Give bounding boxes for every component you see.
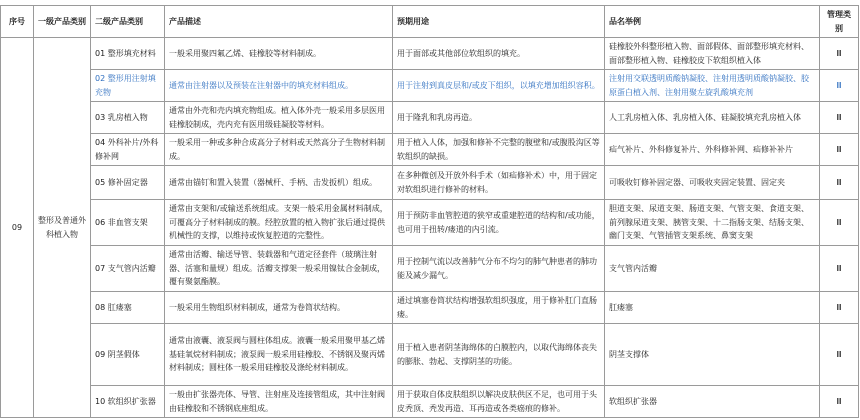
header-use: 预期用途 — [393, 6, 605, 38]
group-seq: 09 — [1, 38, 34, 418]
row-examples: 注射用交联透明质酸钠凝胶、注射用透明质酸钠凝胶、胶原蛋白植入剂、注射用聚左旋乳酸填充剂 — [605, 70, 820, 102]
row-level2: 02 整形用注射填充物 — [91, 70, 165, 102]
row-examples: 软组织扩张器 — [605, 386, 820, 418]
row-level2: 05 修补固定器 — [91, 166, 165, 200]
row-class: Ⅲ — [820, 324, 859, 386]
row-level2: 04 外科补片/外科修补网 — [91, 134, 165, 166]
row-use: 在多种微创及开放外科手术（如疝修补术）中，用于固定对软组织进行修补的材料。 — [393, 166, 605, 200]
row-desc: 通常由外壳和壳内填充物组成。植入体外壳一般采用多层医用硅橡胶制成，壳内充有医用级硅凝胶等材料。 — [165, 102, 393, 134]
table-row — [1, 200, 859, 246]
row-desc: 一般采用生物组织材料制成，通常为卷筒状结构。 — [165, 292, 393, 324]
row-examples: 阴茎支撑体 — [605, 324, 820, 386]
row-level2: 03 乳房植入物 — [91, 102, 165, 134]
table-row — [1, 38, 859, 70]
row-class: Ⅲ — [820, 292, 859, 324]
device-classification-table — [0, 5, 859, 418]
row-level2: 09 阴茎假体 — [91, 324, 165, 386]
table-row — [1, 246, 859, 292]
row-desc: 一般由扩张器壳体、导管、注射座及连接管组成，其中注射阀由硅橡胶和不锈钢底座组成。 — [165, 386, 393, 418]
header-seq: 序号 — [1, 6, 34, 38]
table-row — [1, 292, 859, 324]
row-class: Ⅲ — [820, 246, 859, 292]
row-use: 用于预防非血管腔道的狭窄或重建腔道的结构和/或功能，也可用于扭转/瘘道的内引流。 — [393, 200, 605, 246]
row-examples: 疝气补片、外科修复补片、外科修补网、疝修补补片 — [605, 134, 820, 166]
row-examples: 可吸收钉修补固定器、可吸收夹固定装置、固定夹 — [605, 166, 820, 200]
row-examples: 支气管内活瓣 — [605, 246, 820, 292]
row-use: 用于获取自体皮肤组织以解决皮肤供区不足，也可用于头皮秃顶、秃发再造、耳再造或各类癌痕的修补。 — [393, 386, 605, 418]
table-row — [1, 166, 859, 200]
row-examples: 人工乳房植入体、乳房植入体、硅凝胶填充乳房植入体 — [605, 102, 820, 134]
row-use: 用于植入患者阴茎海绵体的白膜腔内，以取代海绵体丧失的膨胀、勃起、支撑阴茎的功能。 — [393, 324, 605, 386]
row-desc: 一般采用聚四氟乙烯、硅橡胶等材料制成。 — [165, 38, 393, 70]
table-row — [1, 386, 859, 418]
row-class: Ⅲ — [820, 38, 859, 70]
row-use: 通过填塞卷筒状结构增强软组织强度，用于修补肛门直肠瘘。 — [393, 292, 605, 324]
header-desc: 产品描述 — [165, 6, 393, 38]
row-examples: 肛瘘塞 — [605, 292, 820, 324]
header-examples: 品名举例 — [605, 6, 820, 38]
header-class: 管理类别 — [820, 6, 859, 38]
table-row-highlighted — [1, 70, 859, 102]
row-desc: 通常由注射器以及预装在注射器中的填充材料组成。 — [165, 70, 393, 102]
row-desc: 通常由活瓣、输送导管、装载器和气道定径套件（玻璃注射器、活塞和量规）组成。活瓣支撑架一般采用镍钛合金制成，覆有聚氨酯膜。 — [165, 246, 393, 292]
row-class: Ⅲ — [820, 386, 859, 418]
row-desc: 通常由支架和/或输送系统组成。支架一般采用金属材料制成，可覆高分子材料制成的膜。经腔放置的植入物扩张后通过提供机械性的支撑，以维持或恢复腔道的完整性。 — [165, 200, 393, 246]
row-level2: 01 整形填充材料 — [91, 38, 165, 70]
row-desc: 通常由锚钉和置入装置（器械杆、手柄、击发扳机）组成。 — [165, 166, 393, 200]
row-desc: 通常由液囊、液泵阀与圆柱体组成。液囊一般采用聚甲基乙烯基硅氧烷材料制成；液泵阀一般采用硅橡胶、不锈钢及聚丙烯材料制成；圆柱体一般采用硅橡胶及涤纶材料制成。 — [165, 324, 393, 386]
table-row — [1, 102, 859, 134]
group-level1: 整形及普通外科植入物 — [34, 38, 91, 418]
table-row — [1, 134, 859, 166]
row-examples: 硅橡胶外科整形植入物、面部假体、面部整形填充材料、面部整形植入物、硅橡胶皮下软组织植入体 — [605, 38, 820, 70]
row-use: 用于注射到真皮层和/或皮下组织，以填充增加组织容积。 — [393, 70, 605, 102]
row-class: Ⅲ — [820, 134, 859, 166]
row-use: 用于控制气流以改善肺气分布不均匀的肺气肿患者的肺功能及减少漏气。 — [393, 246, 605, 292]
header-level2: 二级产品类别 — [91, 6, 165, 38]
row-desc: 一般采用一种或多种合成高分子材料或天然高分子生物材料制成。 — [165, 134, 393, 166]
row-level2: 06 非血管支架 — [91, 200, 165, 246]
header-row — [1, 6, 859, 38]
row-level2: 10 软组织扩张器 — [91, 386, 165, 418]
row-level2: 07 支气管内活瓣 — [91, 246, 165, 292]
row-examples: 胆道支架、尿道支架、肠道支架、气管支架、食道支架、前列腺尿道支架、胰管支架、十二指肠支架、结肠支架、幽门支架、气管插管支架系统、鼻窦支架 — [605, 200, 820, 246]
row-class: Ⅲ — [820, 102, 859, 134]
row-use: 用于隆乳和乳房再造。 — [393, 102, 605, 134]
row-use: 用于植入人体，加强和修补不完整的腹壁和/或腹股沟区等软组织的缺损。 — [393, 134, 605, 166]
row-class: Ⅲ — [820, 200, 859, 246]
row-class: Ⅲ — [820, 166, 859, 200]
table-row — [1, 324, 859, 386]
row-level2: 08 肛瘘塞 — [91, 292, 165, 324]
row-class: Ⅲ — [820, 70, 859, 102]
header-level1: 一级产品类别 — [34, 6, 91, 38]
row-use: 用于面部或其他部位软组织的填充。 — [393, 38, 605, 70]
